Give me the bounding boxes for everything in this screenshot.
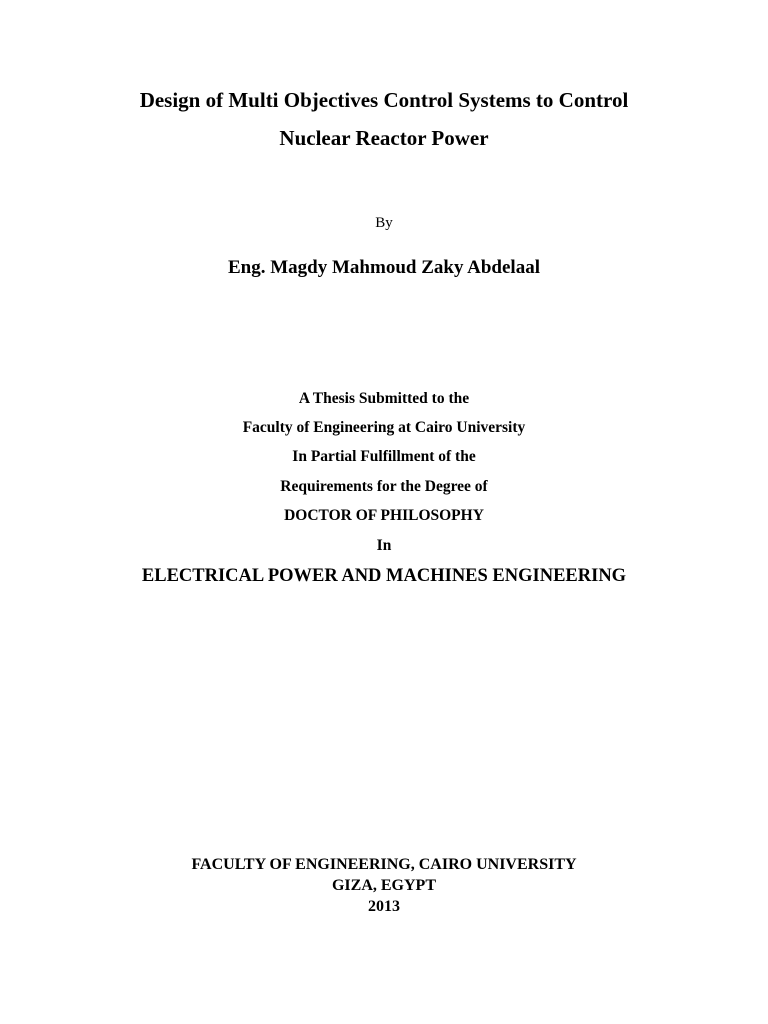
thesis-statement-line-1: A Thesis Submitted to the [298, 390, 470, 407]
thesis-title-line-2: Nuclear Reactor Power [279, 126, 489, 150]
thesis-statement-in: In [376, 537, 392, 554]
degree-name: DOCTOR OF PHILOSOPHY [284, 507, 484, 524]
field-of-study: ELECTRICAL POWER AND MACHINES ENGINEERING [141, 566, 627, 586]
thesis-statement-line-4: Requirements for the Degree of [280, 478, 488, 495]
author-name: Eng. Magdy Mahmoud Zaky Abdelaal [228, 257, 540, 278]
footer-year: 2013 [368, 898, 400, 915]
by-label: By [375, 215, 393, 231]
footer-institution: FACULTY OF ENGINEERING, CAIRO UNIVERSITY [191, 856, 577, 873]
footer-location: GIZA, EGYPT [331, 877, 436, 894]
thesis-statement-line-3: In Partial Fulfillment of the [292, 448, 476, 465]
thesis-statement-line-2: Faculty of Engineering at Cairo University [242, 419, 526, 436]
thesis-title-line-1: Design of Multi Objectives Control Systems to Control [139, 88, 629, 112]
